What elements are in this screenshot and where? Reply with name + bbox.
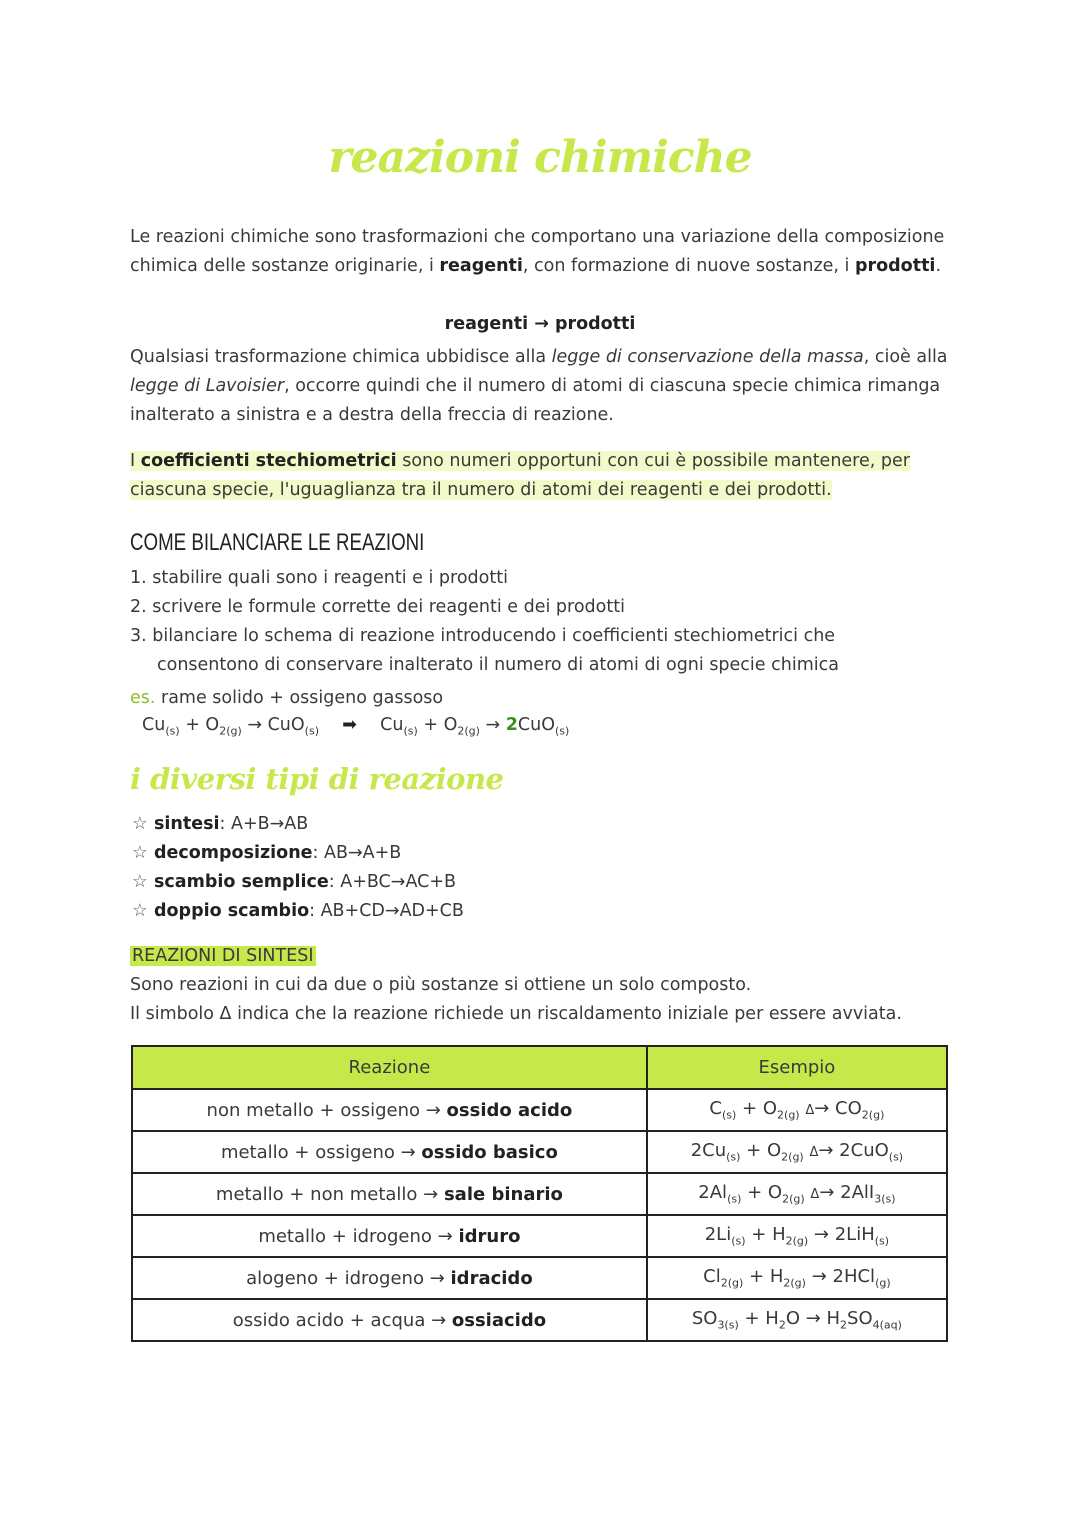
reaction-cell: metallo + idrogeno → idruro [132,1215,647,1257]
arrow-icon: ➡ [342,715,357,735]
table-header: Esempio [647,1046,947,1089]
table-row [132,1131,947,1173]
table-row [132,1089,947,1131]
type-item: ☆ sintesi: A+B→AB [132,810,464,839]
example-cell: $C_{(s)} + O_{2(g)}$ $\Delta\to CO_{2(g)}$ [647,1089,947,1131]
balance-heading: COME BILANCIARE LE REAZIONI [130,529,425,556]
scheme-line: reagenti → prodotti [444,314,636,334]
step-item: consentono di conservare inalterato il numero di atomi di ogni specie chimica [157,655,839,675]
synthesis-line: Sono reazioni in cui da due o più sostanze si ottiene un solo composto. [130,975,752,995]
table-row [132,1257,947,1299]
reaction-cell: alogeno + idrogeno → idracido [132,1257,647,1299]
synthesis-table [131,1045,948,1342]
coefficients-paragraph: I coefficienti stechiometrici sono numeri opportuni con cui è possibile mantenere, per ciascuna specie, l'uguaglianza tra il numero di atomi dei reagenti e dei prodotti. [130,451,910,500]
step-item: 1. stabilire quali sono i reagenti e i prodotti [130,568,508,588]
reaction-cell: non metallo + ossigeno → ossido acido [132,1089,647,1131]
star-icon: ☆ [132,814,148,834]
star-icon: ☆ [132,843,148,863]
reaction-cell: metallo + non metallo → sale binario [132,1173,647,1215]
intro-paragraph: Le reazioni chimiche sono trasformazioni che comportano una variazione della composizione chimica delle sostanze originarie, i reagenti, con formazione di nuove sostanze, i prodotti. [130,227,945,276]
synthesis-label: REAZIONI DI SINTESI [132,946,314,966]
reaction-cell: metallo + ossigeno → ossido basico [132,1131,647,1173]
table-row [132,1173,947,1215]
step-item: 3. bilanciare lo schema di reazione introducendo i coefficienti stechiometrici che [130,626,836,646]
reaction-cell: ossido acido + acqua → ossiacido [132,1299,647,1341]
synthesis-section [130,942,950,1029]
example-line: es. rame solido + ossigeno gassoso [130,688,444,708]
type-item: ☆ decomposizione: AB→A+B [132,839,464,868]
example-cell: $2Al_{(s)} + O_{2(g)}$ Δ→ 2AlI$_{3(s)}$ [647,1173,947,1215]
example-cell: $2Li_{(s)} + H_{2(g)} \to 2LiH_{(s)}$ [647,1215,947,1257]
example-cell: $SO_{3(s)} + H_2O \to H_2SO_{4(aq)}$ [647,1299,947,1341]
type-item: ☆ scambio semplice: A+BC→AC+B [132,868,464,897]
star-icon: ☆ [132,901,148,921]
example-cell: $2Cu_{(s)} + O_{2(g)}$ Δ→ 2CuO$_{(s)}$ [647,1131,947,1173]
example-cell: $Cl_{2(g)} + H_{2(g)} \to 2HCl_{(g)}$ [647,1257,947,1299]
example-equation: $Cu_{(s)} + O_{2(g)} \to CuO_{(s)}$ ➡ $Cu_{(s)} + O_{2(g)} \to 2CuO_{(s)}$ [142,715,570,738]
law-paragraph: Qualsiasi trasformazione chimica ubbidisce alla legge di conservazione della massa, cioè alla legge di Lavoisier, occorre quindi che il numero di atomi di ciascuna specie chimica rimanga inalterato a sinistra e a destra della freccia di reazione. [130,347,948,425]
table-header: Reazione [132,1046,647,1089]
star-icon: ☆ [132,872,148,892]
table-row [132,1215,947,1257]
step-item: 2. scrivere le formule corrette dei reagenti e dei prodotti [130,597,625,617]
types-list [132,810,464,926]
types-heading: i diversi tipi di reazione [130,762,504,796]
table-row [132,1299,947,1341]
steps-list [130,564,839,680]
type-item: ☆ doppio scambio: AB+CD→AD+CB [132,897,464,926]
table-header-row [132,1046,947,1089]
page-title: reazioni chimiche [328,132,752,183]
synthesis-line: Il simbolo Δ indica che la reazione richiede un riscaldamento iniziale per essere avviata. [130,1004,902,1024]
